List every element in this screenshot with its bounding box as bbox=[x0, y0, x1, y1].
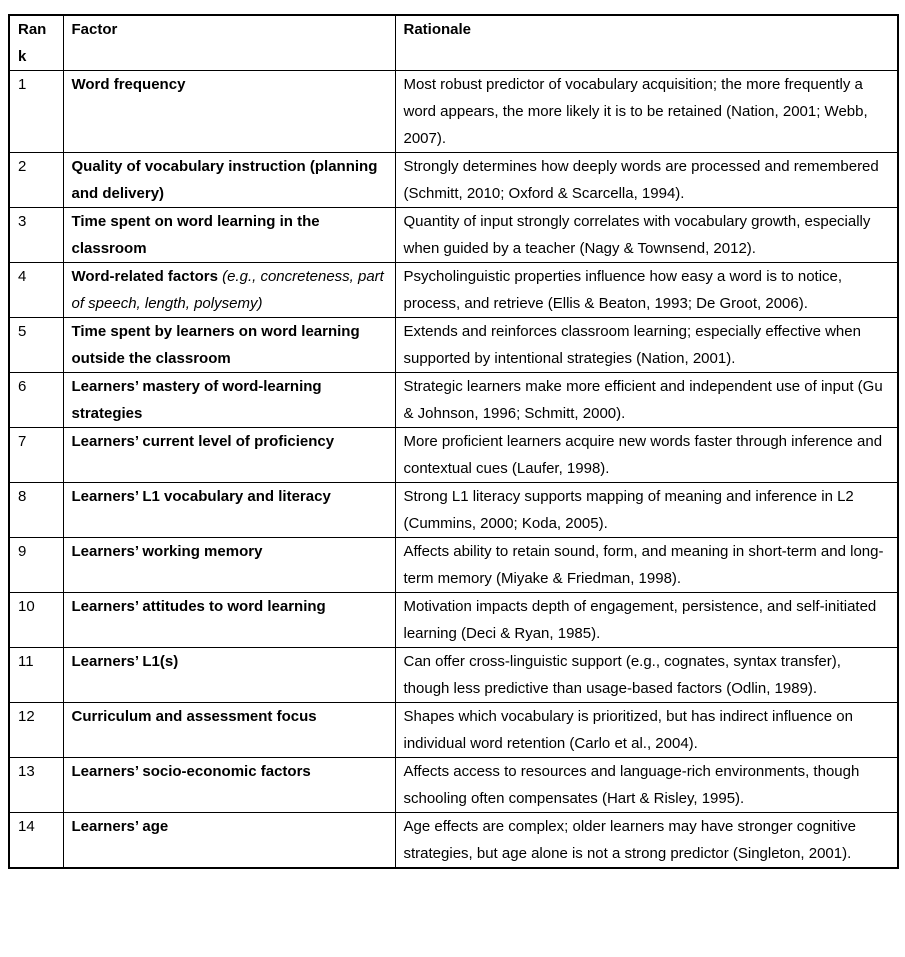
factor-label: Word frequency bbox=[71, 76, 186, 93]
factor-cell bbox=[63, 153, 395, 208]
table-row bbox=[9, 428, 898, 483]
factor-label: Quality of vocabulary instruction (planning and delivery) bbox=[71, 158, 378, 202]
rationale-cell: Strategic learners make more efficient and independent use of input (Gu & Johnson, 1996; Schmitt, 2000). bbox=[395, 373, 898, 428]
rank-cell: 5 bbox=[9, 318, 63, 373]
rank-cell: 9 bbox=[9, 538, 63, 593]
rationale-cell: Strongly determines how deeply words are processed and remembered (Schmitt, 2010; Oxford & Scarcella, 1994). bbox=[395, 153, 898, 208]
column-header-factor: Factor bbox=[63, 15, 395, 71]
rank-cell: 14 bbox=[9, 813, 63, 869]
rationale-cell: Most robust predictor of vocabulary acquisition; the more frequently a word appears, the more likely it is to be retained (Nation, 2001; Webb, 2007). bbox=[395, 71, 898, 153]
factor-cell bbox=[63, 758, 395, 813]
rationale-cell: Shapes which vocabulary is prioritized, but has indirect influence on individual word retention (Carlo et al., 2004). bbox=[395, 703, 898, 758]
factor-label: Learners’ socio-economic factors bbox=[71, 763, 311, 780]
table-row bbox=[9, 703, 898, 758]
factor-cell bbox=[63, 71, 395, 153]
factor-cell bbox=[63, 648, 395, 703]
factor-label: Learners’ working memory bbox=[71, 543, 263, 560]
rank-cell: 6 bbox=[9, 373, 63, 428]
factor-label: Learners’ L1 vocabulary and literacy bbox=[71, 488, 331, 505]
rationale-cell: Extends and reinforces classroom learning; especially effective when supported by intentional strategies (Nation, 2001). bbox=[395, 318, 898, 373]
rationale-cell: Strong L1 literacy supports mapping of meaning and inference in L2 (Cummins, 2000; Koda, 2005). bbox=[395, 483, 898, 538]
factor-cell bbox=[63, 318, 395, 373]
header-row bbox=[9, 15, 898, 71]
table-row bbox=[9, 758, 898, 813]
rationale-cell: Can offer cross-linguistic support (e.g., cognates, syntax transfer), though less predictive than usage-based factors (Odlin, 1989). bbox=[395, 648, 898, 703]
factor-cell bbox=[63, 373, 395, 428]
rationale-cell: Affects access to resources and language-rich environments, though schooling often compensates (Hart & Risley, 1995). bbox=[395, 758, 898, 813]
rationale-cell: Quantity of input strongly correlates with vocabulary growth, especially when guided by a teacher (Nagy & Townsend, 2012). bbox=[395, 208, 898, 263]
table-row bbox=[9, 373, 898, 428]
rank-cell: 12 bbox=[9, 703, 63, 758]
rationale-cell: Psycholinguistic properties influence how easy a word is to notice, process, and retrieve (Ellis & Beaton, 1993; De Groot, 2006). bbox=[395, 263, 898, 318]
factor-cell bbox=[63, 208, 395, 263]
rank-cell: 4 bbox=[9, 263, 63, 318]
column-header-rationale: Rationale bbox=[395, 15, 898, 71]
factor-cell bbox=[63, 483, 395, 538]
factor-cell bbox=[63, 263, 395, 318]
factor-label: Learners’ L1(s) bbox=[71, 653, 179, 670]
rank-cell: 1 bbox=[9, 71, 63, 153]
factor-label: Learners’ age bbox=[71, 818, 169, 835]
factor-note: (e.g., concreteness, part of speech, length, polysemy) bbox=[71, 268, 384, 312]
factor-cell bbox=[63, 428, 395, 483]
table-row bbox=[9, 813, 898, 869]
table-row bbox=[9, 483, 898, 538]
rank-cell: 13 bbox=[9, 758, 63, 813]
table-row bbox=[9, 648, 898, 703]
factor-cell bbox=[63, 813, 395, 869]
table-row bbox=[9, 593, 898, 648]
table-row bbox=[9, 153, 898, 208]
table-row bbox=[9, 208, 898, 263]
factor-cell bbox=[63, 538, 395, 593]
factor-label: Time spent on word learning in the classroom bbox=[71, 213, 320, 257]
factor-label: Curriculum and assessment focus bbox=[71, 708, 317, 725]
factor-label: Word-related factors bbox=[71, 268, 218, 285]
table-row bbox=[9, 71, 898, 153]
factor-label: Learners’ current level of proficiency bbox=[71, 433, 335, 450]
rank-cell: 2 bbox=[9, 153, 63, 208]
factor-label: Time spent by learners on word learning outside the classroom bbox=[71, 323, 360, 367]
rationale-cell: Motivation impacts depth of engagement, persistence, and self-initiated learning (Deci & Ryan, 1985). bbox=[395, 593, 898, 648]
rationale-cell: Affects ability to retain sound, form, and meaning in short-term and long-term memory (Miyake & Friedman, 1998). bbox=[395, 538, 898, 593]
rank-cell: 11 bbox=[9, 648, 63, 703]
factor-label: Learners’ attitudes to word learning bbox=[71, 598, 326, 615]
rank-cell: 7 bbox=[9, 428, 63, 483]
table-row bbox=[9, 538, 898, 593]
factor-cell bbox=[63, 593, 395, 648]
factor-cell bbox=[63, 703, 395, 758]
table-row bbox=[9, 263, 898, 318]
rationale-cell: More proficient learners acquire new words faster through inference and contextual cues (Laufer, 1998). bbox=[395, 428, 898, 483]
table-row bbox=[9, 318, 898, 373]
factor-label: Learners’ mastery of word-learning strategies bbox=[71, 378, 322, 422]
column-header-rank: Rank bbox=[9, 15, 63, 71]
rank-cell: 3 bbox=[9, 208, 63, 263]
rank-cell: 8 bbox=[9, 483, 63, 538]
rank-cell: 10 bbox=[9, 593, 63, 648]
vocabulary-factors-table bbox=[8, 14, 899, 869]
rationale-cell: Age effects are complex; older learners may have stronger cognitive strategies, but age alone is not a strong predictor (Singleton, 2001). bbox=[395, 813, 898, 869]
